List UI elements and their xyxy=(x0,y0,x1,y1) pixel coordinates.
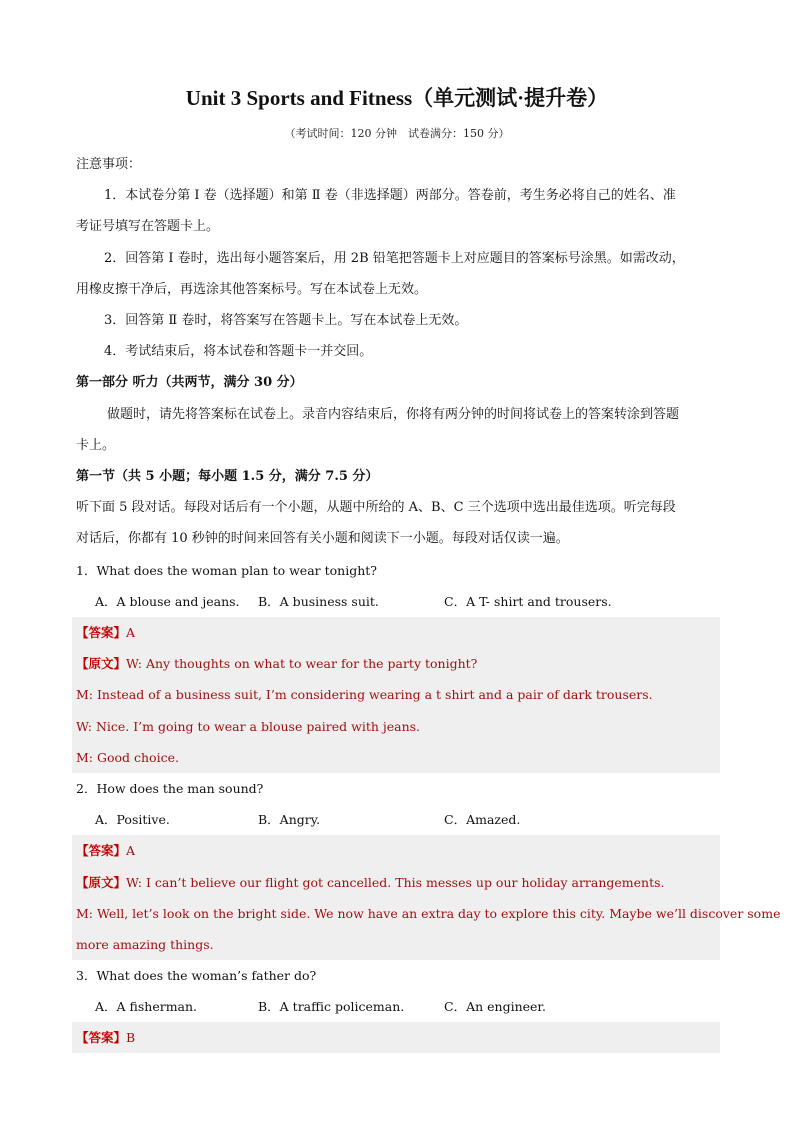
question-2-answer xyxy=(76,842,135,860)
question-2-stem: 2．How does the man sound? xyxy=(76,781,264,796)
part1-instructions-cont: 卡上。 xyxy=(76,438,116,453)
question-3-option-b: B．A traffic policeman. xyxy=(258,999,405,1014)
question-1-stem: 1．What does the woman plan to wear tonight? xyxy=(76,563,377,578)
answer-tag: 【答案】 xyxy=(76,1030,127,1045)
answer-tag: 【答案】 xyxy=(76,625,127,640)
script-text: W: Any thoughts on what to wear for the party tonight? xyxy=(126,656,478,671)
question-1-option-b: B．A business suit. xyxy=(258,594,379,609)
question-1-option-c: C．A T- shirt and trousers. xyxy=(444,594,612,609)
notice-item-1-cont: 考证号填写在答题卡上。 xyxy=(76,219,220,234)
question-3-answer xyxy=(76,1029,135,1047)
script-tag: 【原文】 xyxy=(76,656,127,671)
question-1-script-line-1 xyxy=(76,655,477,673)
answer-tag: 【答案】 xyxy=(76,843,127,858)
page-title: Unit 3 Sports and Fitness（单元测试·提升卷） xyxy=(185,86,609,110)
answer-value: A xyxy=(126,843,136,858)
question-1-script-line-2: M: Instead of a business suit, I’m considering wearing a t shirt and a pair of dark trousers. xyxy=(76,687,653,702)
question-1-answer xyxy=(76,624,135,642)
answer-value: B xyxy=(126,1030,136,1045)
question-1-option-a: A．A blouse and jeans. xyxy=(95,594,240,609)
notice-item-2-cont: 用橡皮擦干净后，再选涂其他答案标号。写在本试卷上无效。 xyxy=(76,282,428,297)
question-2-option-b: B．Angry. xyxy=(258,812,321,827)
section1-instructions-cont: 对话后，你都有 10 秒钟的时间来回答有关小题和阅读下一小题。每段对话仅读一遍。 xyxy=(76,531,569,546)
question-3-answer-box xyxy=(72,1022,720,1053)
part1-instructions: 做题时，请先将答案标在试卷上。录音内容结束后，你将有两分钟的时间将试卷上的答案转涂到答题 xyxy=(107,407,680,422)
part1-heading: 第一部分 听力（共两节，满分 30 分） xyxy=(76,375,303,390)
section1-instructions: 听下面 5 段对话。每段对话后有一个小题，从题中所给的 A、B、C 三个选项中选出最佳选项。听完每段 xyxy=(76,500,676,515)
question-2-script-line-2: M: Well, let’s look on the bright side. We now have an extra day to explore this city. Maybe we’ll discover some xyxy=(76,906,781,921)
notice-item-1: 1．本试卷分第 Ⅰ 卷（选择题）和第 Ⅱ 卷（非选择题）两部分。答卷前，考生务必将自己的姓名、准 xyxy=(104,188,676,203)
question-2-script-line-1 xyxy=(76,874,665,892)
script-tag: 【原文】 xyxy=(76,875,127,890)
script-text: W: I can’t believe our flight got cancelled. This messes up our holiday arrangements. xyxy=(126,875,665,890)
section1-heading: 第一节（共 5 小题；每小题 1.5 分，满分 7.5 分） xyxy=(76,469,379,484)
notice-item-3: 3．回答第 Ⅱ 卷时，将答案写在答题卡上。写在本试卷上无效。 xyxy=(104,313,468,328)
question-2-option-a: A．Positive. xyxy=(95,812,170,827)
question-2-option-c: C．Amazed. xyxy=(444,812,521,827)
exam-time-info: （考试时间：120 分钟 试卷满分：150 分） xyxy=(284,127,510,140)
question-3-option-c: C．An engineer. xyxy=(444,999,546,1014)
notice-item-2: 2．回答第 Ⅰ 卷时，选出每小题答案后，用 2B 铅笔把答题卡上对应题目的答案标号涂黑。如需改动， xyxy=(104,251,685,266)
answer-value: A xyxy=(126,625,136,640)
notice-item-4: 4．考试结束后，将本试卷和答题卡一并交回。 xyxy=(104,344,373,359)
question-2-script-line-3: more amazing things. xyxy=(76,937,214,952)
notice-heading: 注意事项： xyxy=(76,157,142,172)
question-1-script-line-3: W: Nice. I’m going to wear a blouse paired with jeans. xyxy=(76,719,421,734)
question-3-stem: 3．What does the woman’s father do? xyxy=(76,968,317,983)
question-3-option-a: A．A fisherman. xyxy=(95,999,198,1014)
question-1-script-line-4: M: Good choice. xyxy=(76,750,179,765)
